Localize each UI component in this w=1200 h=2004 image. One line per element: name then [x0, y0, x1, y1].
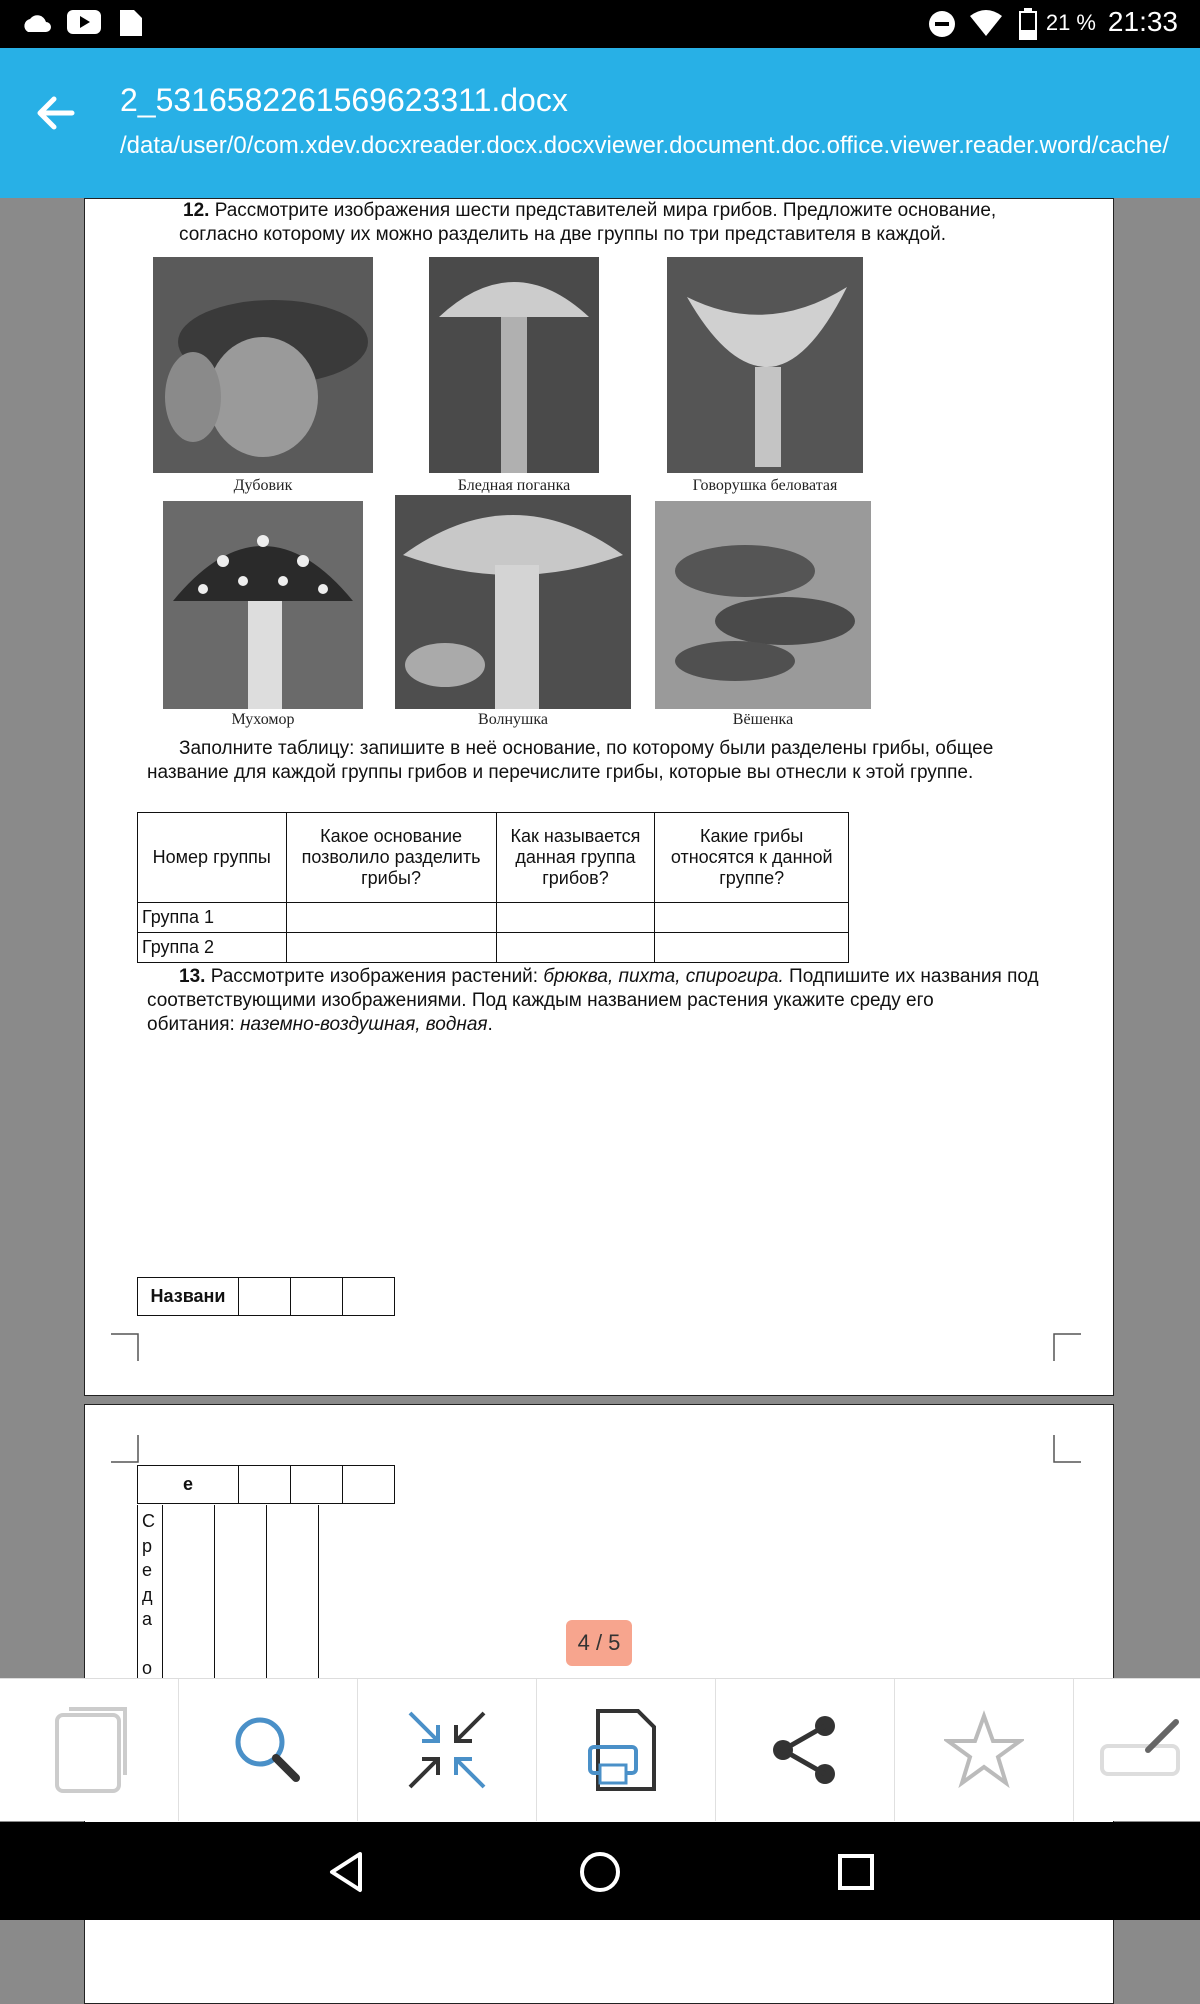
table-header: Какие грибы относятся к данной группе? — [655, 813, 849, 903]
cloud-icon — [20, 12, 52, 34]
table-cell — [286, 903, 496, 933]
dnd-icon — [928, 10, 956, 38]
print-icon — [586, 1707, 666, 1793]
caption-volnushka: Волнушка — [478, 711, 548, 728]
clock: 21:33 — [1107, 6, 1178, 37]
search-button[interactable] — [179, 1679, 358, 1821]
photo-volnushka — [395, 495, 631, 709]
table-header: Как называется данная группа грибов? — [496, 813, 655, 903]
table-row-label: Группа 1 — [138, 903, 287, 933]
file-icon — [118, 8, 144, 38]
edit-icon — [1092, 1710, 1182, 1790]
pages-icon — [49, 1705, 129, 1795]
page-indicator: 4 / 5 — [566, 1620, 632, 1666]
groups-table — [137, 812, 849, 963]
caption-dubovik: Дубовик — [233, 477, 293, 494]
photo-veshenka — [655, 501, 871, 709]
photo-dubovik — [153, 257, 373, 473]
caption-pale-toadstool: Бледная поганка — [457, 477, 571, 494]
table-cell — [655, 903, 849, 933]
photo-mukhomor — [163, 501, 363, 709]
page-corner-mark — [111, 1333, 139, 1361]
table-cell — [239, 1278, 291, 1316]
document-path: /data/user/0/com.xdev.docxreader.docx.docxviewer.document.doc.office.viewer.reader.word/cache/ — [120, 132, 1170, 159]
pages-button[interactable] — [0, 1679, 179, 1821]
document-page — [84, 198, 1114, 1396]
table-cell — [291, 1466, 343, 1504]
caption-govorushka: Говорушка беловатая — [692, 477, 838, 494]
table-cell — [655, 933, 849, 963]
table-cell — [496, 903, 655, 933]
habitat-column — [137, 1505, 320, 1685]
print-button[interactable] — [537, 1679, 716, 1821]
status-bar — [0, 0, 1200, 48]
page-corner-mark — [1053, 1333, 1081, 1361]
document-title: 2_5316582261569623311.docx — [120, 82, 568, 118]
fit-screen-icon — [402, 1705, 492, 1795]
share-button[interactable] — [716, 1679, 895, 1821]
table-cell — [239, 1466, 291, 1504]
bottom-toolbar — [0, 1678, 1200, 1821]
home-nav-icon[interactable] — [578, 1850, 622, 1894]
battery-icon — [1018, 8, 1038, 40]
photo-govorushka — [667, 257, 863, 473]
back-arrow-icon[interactable] — [34, 92, 76, 134]
names-table — [137, 1277, 395, 1316]
youtube-icon — [66, 8, 102, 36]
table-header: Номер группы — [138, 813, 287, 903]
caption-mukhomor: Мухомор — [231, 711, 295, 728]
nav-bar — [0, 1822, 1200, 1920]
names-header: Названи — [138, 1278, 239, 1316]
table-cell — [496, 933, 655, 963]
caption-veshenka: Вёшенка — [732, 711, 794, 728]
star-icon — [944, 1710, 1024, 1790]
app-bar — [0, 48, 1200, 198]
names-header-cont: е — [138, 1466, 239, 1504]
favorite-button[interactable] — [895, 1679, 1074, 1821]
habitat-label: С р е д а о — [142, 1511, 155, 1678]
page-corner-mark — [1053, 1435, 1081, 1463]
back-nav-icon[interactable] — [326, 1850, 366, 1894]
fit-screen-button[interactable] — [358, 1679, 537, 1821]
search-icon — [228, 1710, 308, 1790]
names-table-continued — [137, 1465, 395, 1504]
edit-button[interactable] — [1074, 1679, 1200, 1821]
table-row-label: Группа 2 — [138, 933, 287, 963]
table-cell — [286, 933, 496, 963]
page-corner-mark — [111, 1435, 139, 1463]
table-cell — [343, 1466, 395, 1504]
fill-instruction: Заполните таблицу: запишите в неё основание, по которому были разделены грибы, общее название для каждой группы грибов и перечислите грибы, которые вы отнесли к этой группе. — [147, 738, 994, 783]
table-cell — [291, 1278, 343, 1316]
question-13: 13. Рассмотрите изображения растений: брюква, пихта, спирогира. Подпишите их названия под соответствующими изображениями. Под каждым названием растения укажите среду его обитания: наземно-воздушная, водная. — [147, 966, 1039, 1035]
question-12: 12. Рассмотрите изображения шести представителей мира грибов. Предложите основание, согласно которому их можно разделить на две группы по три представителя в каждой. — [179, 200, 997, 245]
photo-pale-toadstool — [429, 257, 599, 473]
wifi-icon — [968, 8, 1004, 38]
share-icon — [765, 1710, 845, 1790]
recents-nav-icon[interactable] — [836, 1852, 876, 1892]
table-cell — [343, 1278, 395, 1316]
battery-percent: 21 % — [1045, 10, 1096, 35]
table-header: Какое основание позволило разделить грибы? — [286, 813, 496, 903]
